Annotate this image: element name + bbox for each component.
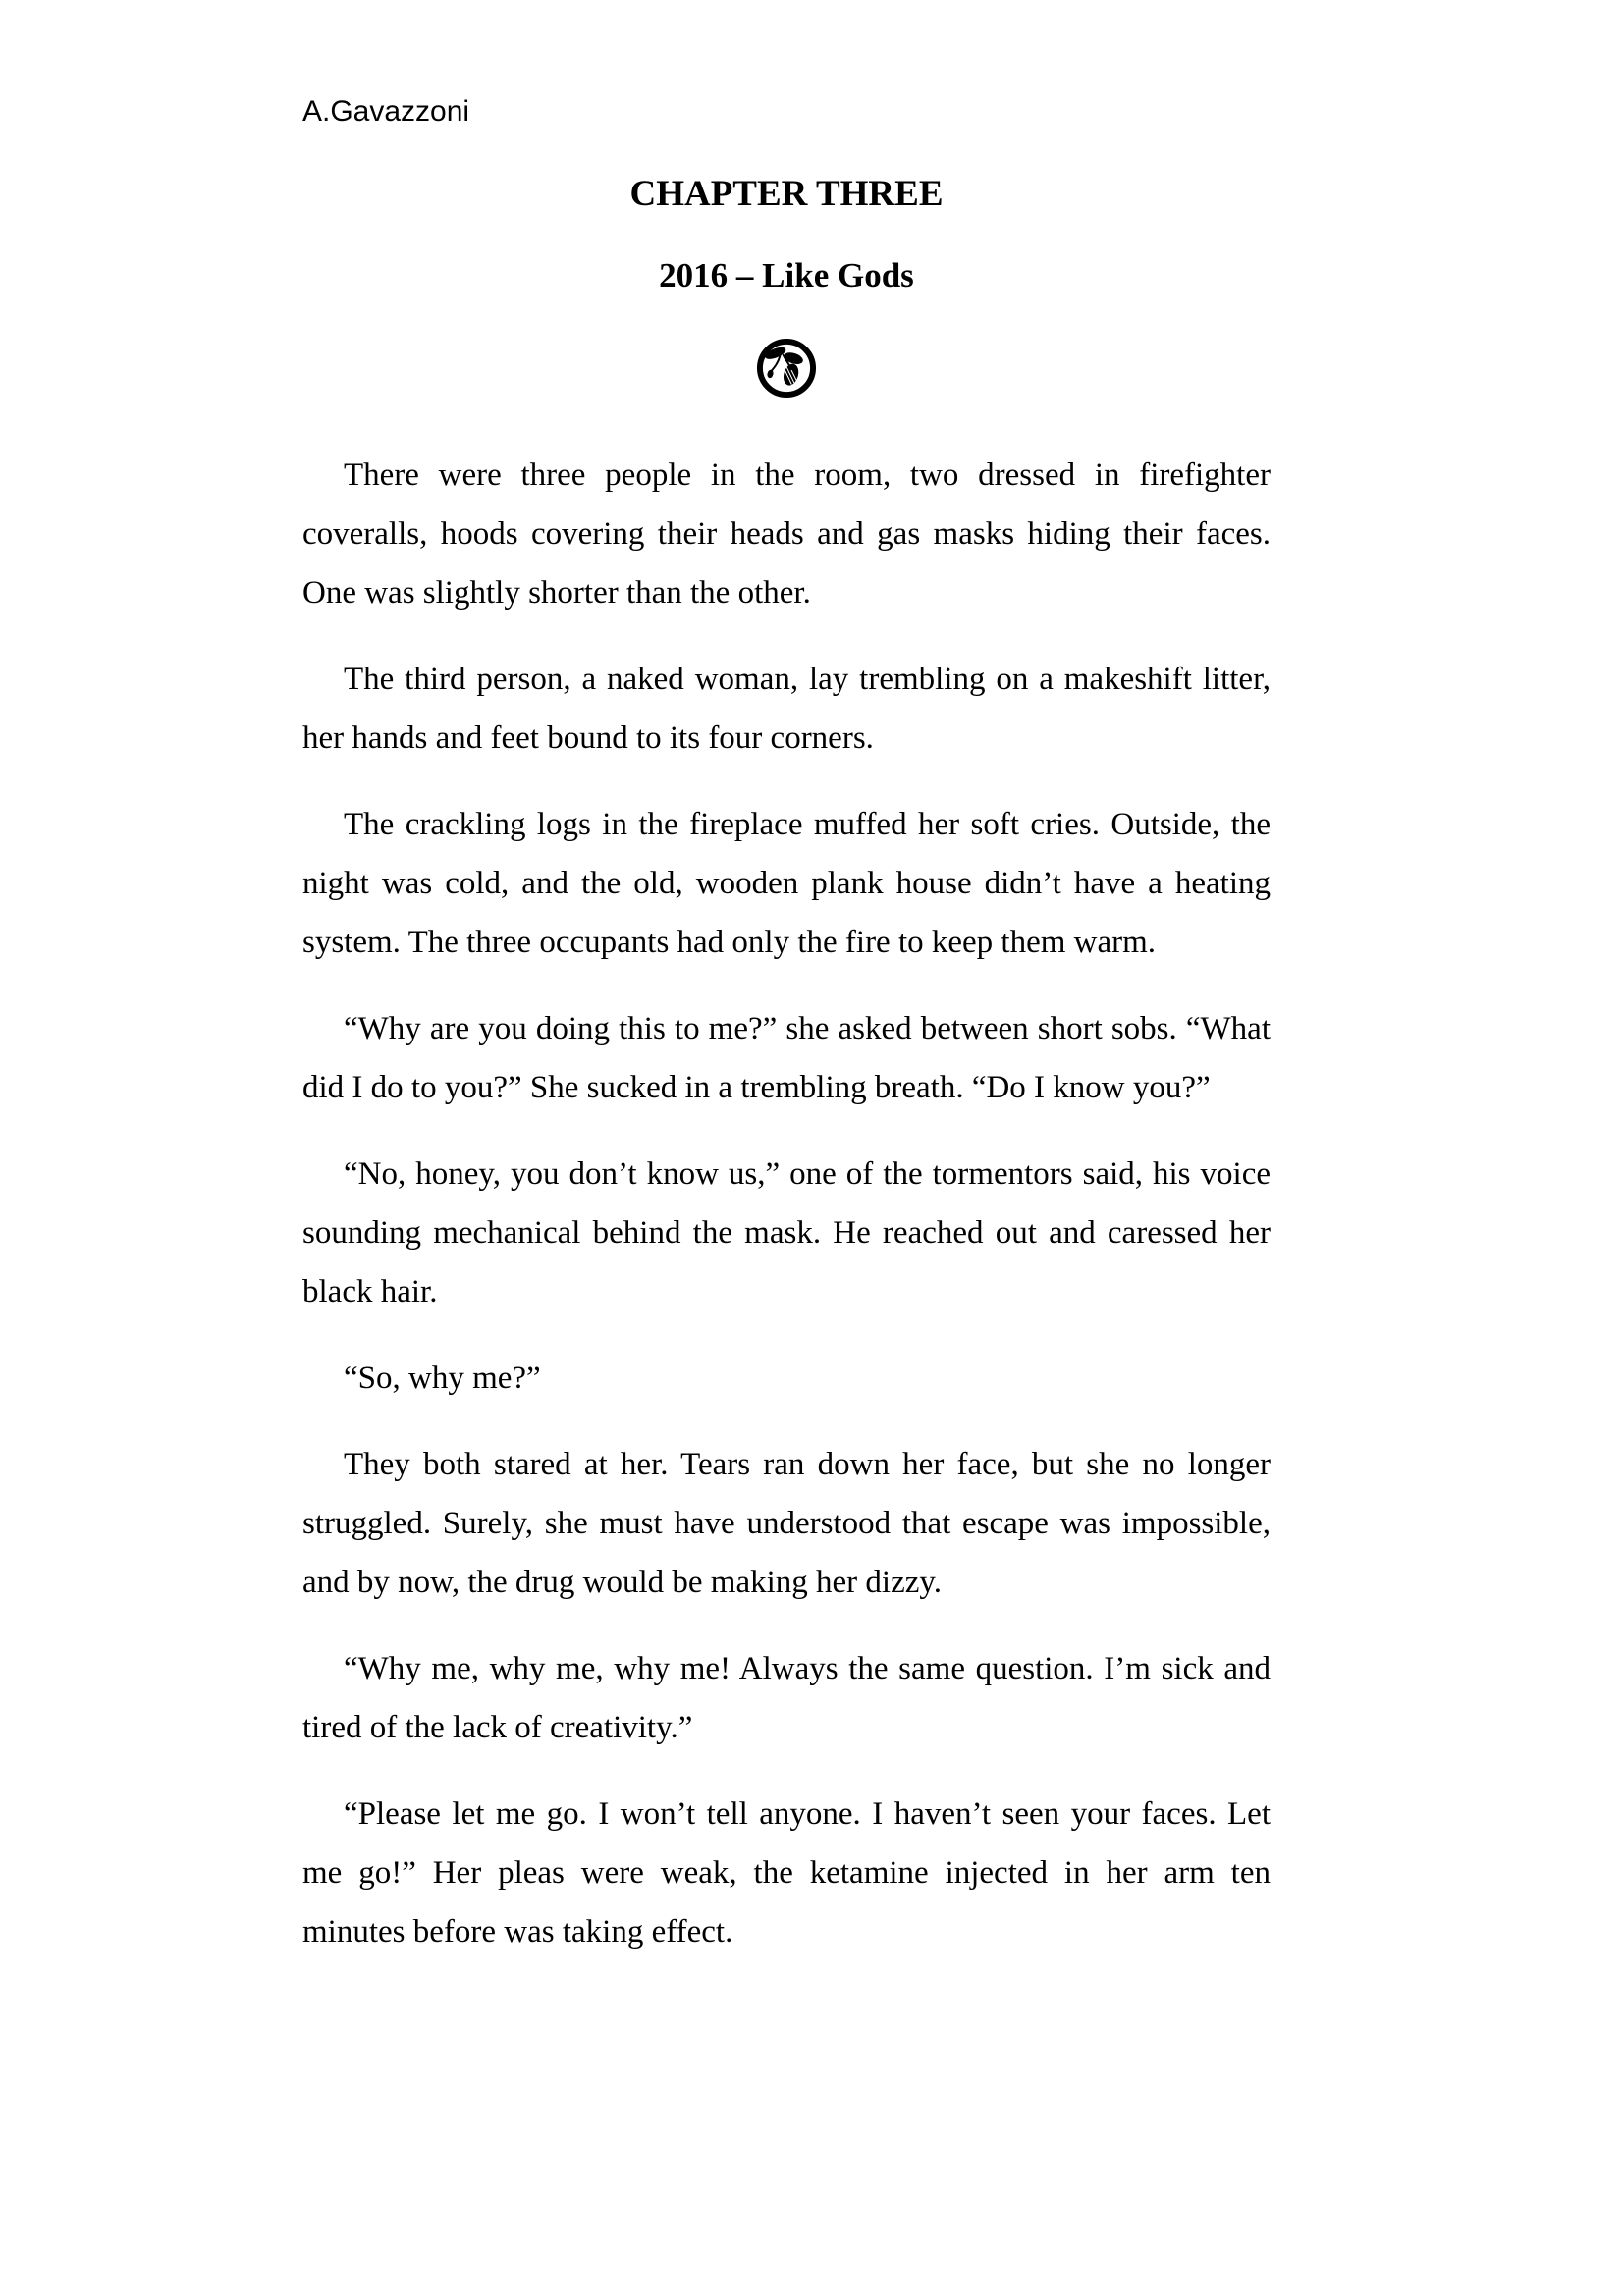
body-paragraph: “Please let me go. I won’t tell anyone. I haven’t seen your faces. Let me go!” Her pleas were weak, the ketamine injected in her arm ten minutes before was taking effect.: [302, 1796, 1271, 1949]
body-paragraph: “So, why me?”: [344, 1361, 541, 1396]
body-paragraph: “Why me, why me, why me! Always the same question. I’m sick and tired of the lack of creativity.”: [302, 1651, 1271, 1745]
page-content: [302, 0, 1271, 1989]
chapter-body: [302, 446, 1271, 1961]
body-paragraph: The third person, a naked woman, lay trembling on a makeshift litter, her hands and feet bound to its four corners.: [302, 662, 1271, 756]
chapter-title: CHAPTER THREE: [629, 174, 944, 214]
body-paragraph: They both stared at her. Tears ran down her face, but she no longer struggled. Surely, she must have understood that escape was impossible, and by now, the drug would be making her dizzy.: [302, 1447, 1271, 1600]
plant-ornament-icon: [754, 336, 819, 400]
running-header-author: A.Gavazzoni: [302, 95, 470, 128]
body-paragraph: There were three people in the room, two dressed in firefighter coveralls, hoods covering their heads and gas masks hiding their faces. One was slightly shorter than the other.: [302, 457, 1271, 611]
body-paragraph: “Why are you doing this to me?” she asked between short sobs. “What did I do to you?” She sucked in a trembling breath. “Do I know you?”: [302, 1011, 1271, 1105]
body-paragraph: The crackling logs in the fireplace muffed her soft cries. Outside, the night was cold, and the old, wooden plank house didn’t have a heating system. The three occupants had only the fire to keep them warm.: [302, 807, 1271, 960]
ornament-container: [302, 336, 1271, 402]
body-paragraph: “No, honey, you don’t know us,” one of the tormentors said, his voice sounding mechanical behind the mask. He reached out and caressed her black hair.: [302, 1156, 1271, 1309]
chapter-subtitle: 2016 – Like Gods: [659, 256, 914, 294]
